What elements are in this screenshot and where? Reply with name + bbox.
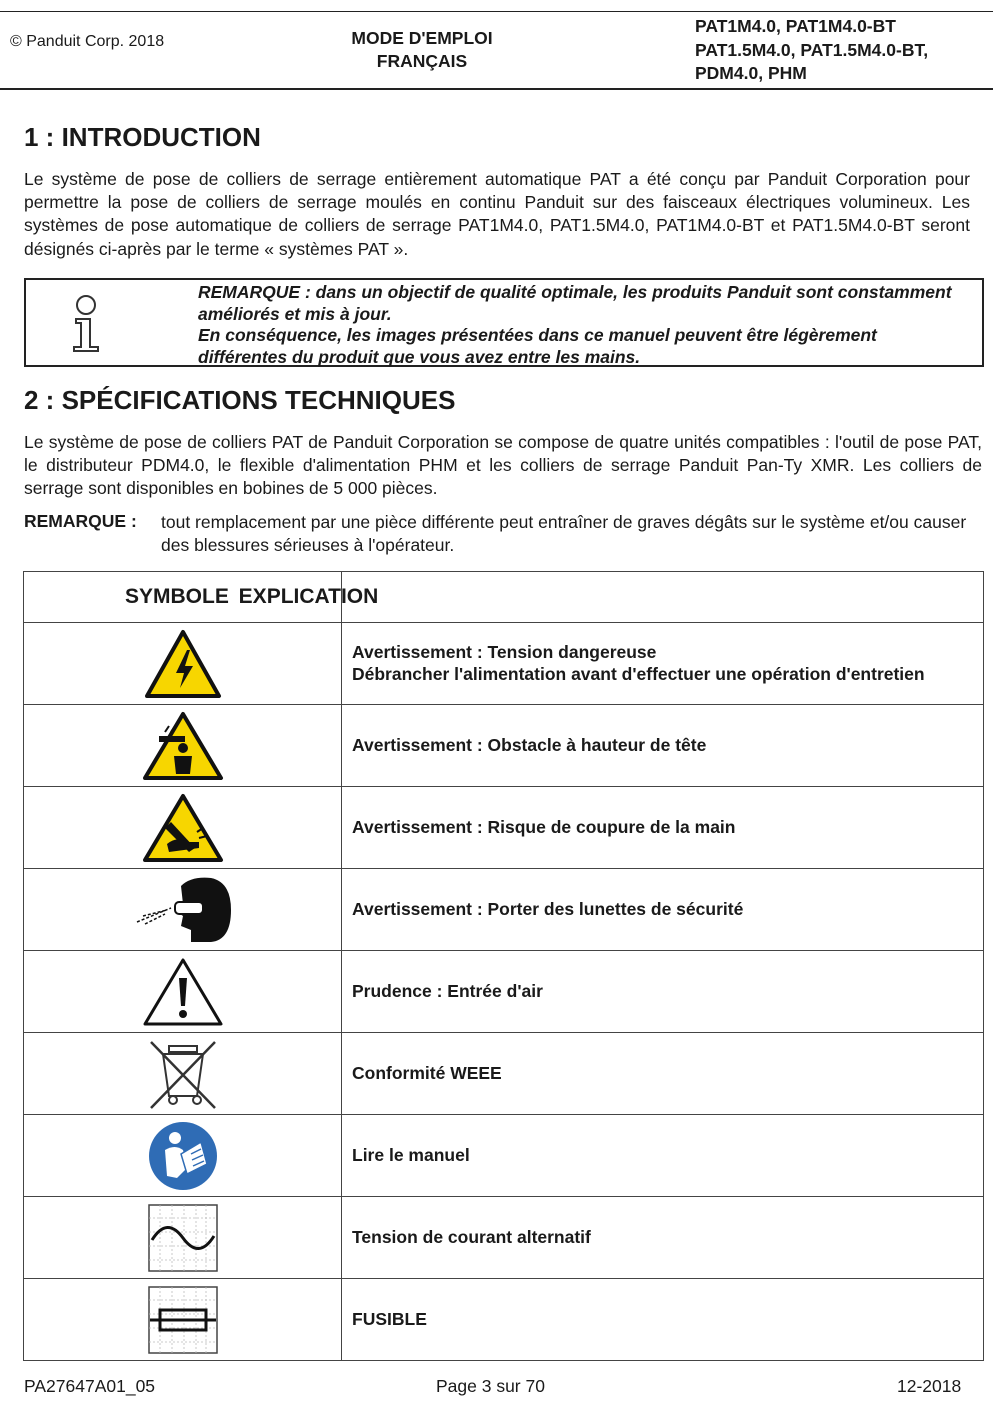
table-row [24, 787, 984, 869]
row-line1: Avertissement : Risque de coupure de la main [342, 787, 984, 869]
header-models-line1: PAT1M4.0, PAT1M4.0-BT [695, 16, 896, 36]
header-top-rule [0, 11, 993, 12]
header-copyright: © Panduit Corp. 2018 [10, 33, 165, 50]
note-text [198, 282, 968, 368]
head-obstacle-warning-icon [141, 710, 225, 782]
ac-current-icon [148, 1204, 218, 1272]
section2-paragraph: Le système de pose de colliers PAT de Panduit Corporation se compose de quatre unités compatibles : l'outil de pose PAT, le distributeur PDM4.0, le flexible d'alimentation PHM et les colliers de serrage Panduit Pan-Ty XMR. Les colliers de serrage sont disponibles en bobines de 5 000 pièces. [24, 432, 982, 499]
table-row [24, 1033, 984, 1115]
footer-page: Page 3 sur 70 [436, 1376, 545, 1396]
weee-bin-icon [145, 1038, 221, 1110]
header-models [695, 15, 928, 86]
remark-label: REMARQUE : [24, 511, 137, 531]
header-models-line3: PDM4.0, PHM [695, 63, 807, 83]
header-doc-type-line2: FRANÇAIS [376, 51, 468, 71]
row-line1: Lire le manuel [342, 1115, 984, 1197]
table-row [24, 1115, 984, 1197]
section1-title: 1 : INTRODUCTION [24, 122, 261, 152]
row-line1: Prudence : Entrée d'air [342, 951, 984, 1033]
info-icon [68, 294, 104, 359]
safety-glasses-icon [131, 874, 235, 946]
note-line1: REMARQUE : dans un objectif de qualité optimale, les produits Panduit sont constamment améliorés et mis à jour. [198, 282, 952, 324]
row-line2: Débrancher l'alimentation avant d'effectuer une opération d'entretien [352, 663, 925, 684]
hand-cut-warning-icon [141, 792, 225, 864]
table-row [24, 623, 984, 705]
note-line2: En conséquence, les images présentées dans ce manuel peuvent être légèrement différentes du produit que vous avez entre les mains. [198, 325, 877, 367]
header-bottom-rule [0, 88, 993, 90]
row-line1: Conformité WEEE [342, 1033, 984, 1115]
row-line1: Tension de courant alternatif [342, 1197, 984, 1279]
caution-exclamation-icon [141, 956, 225, 1028]
row-line1: Avertissement : Porter des lunettes de sécurité [342, 869, 984, 951]
section2-title: 2 : SPÉCIFICATIONS TECHNIQUES [24, 385, 456, 415]
fuse-icon [148, 1286, 218, 1354]
symbol-table [23, 571, 984, 1361]
footer-date: 12-2018 [897, 1376, 962, 1396]
header-doc-type [322, 27, 522, 73]
footer-doc-number: PA27647A01_05 [24, 1376, 156, 1396]
table-row [24, 705, 984, 787]
row-line1: FUSIBLE [342, 1279, 984, 1361]
table-row [24, 951, 984, 1033]
read-manual-icon [147, 1120, 219, 1192]
table-row [24, 869, 984, 951]
remark-text: tout remplacement par une pièce différente peut entraîner de graves dégâts sur le système et/ou causer des blessures sérieuses à l'opérateur. [161, 512, 967, 555]
header-doc-type-line1: MODE D'EMPLOI [351, 28, 493, 48]
header-models-line2: PAT1.5M4.0, PAT1.5M4.0-BT, [695, 39, 929, 60]
table-row [24, 1197, 984, 1279]
table-row [24, 1279, 984, 1361]
row-line1: Avertissement : Obstacle à hauteur de tête [342, 705, 984, 787]
row-line1: Avertissement : Tension dangereuse [352, 642, 657, 662]
section1-paragraph: Le système de pose de colliers de serrage entièrement automatique PAT a été conçu par Panduit Corporation pour permettre la pose de colliers de serrage moulés en continu Panduit sur des faisceaux électriques volumineux. Les systèmes de pose automatique de colliers de serrage PAT1M4.0, PAT1.5M4.0, PAT1M4.0-BT et PAT1.5M4.0-BT seront désignés ci-après par le terme « systèmes PAT ». [24, 169, 970, 259]
electric-shock-warning-icon [143, 628, 223, 700]
table-header: SYMBOLE EXPLICATION [125, 585, 379, 608]
